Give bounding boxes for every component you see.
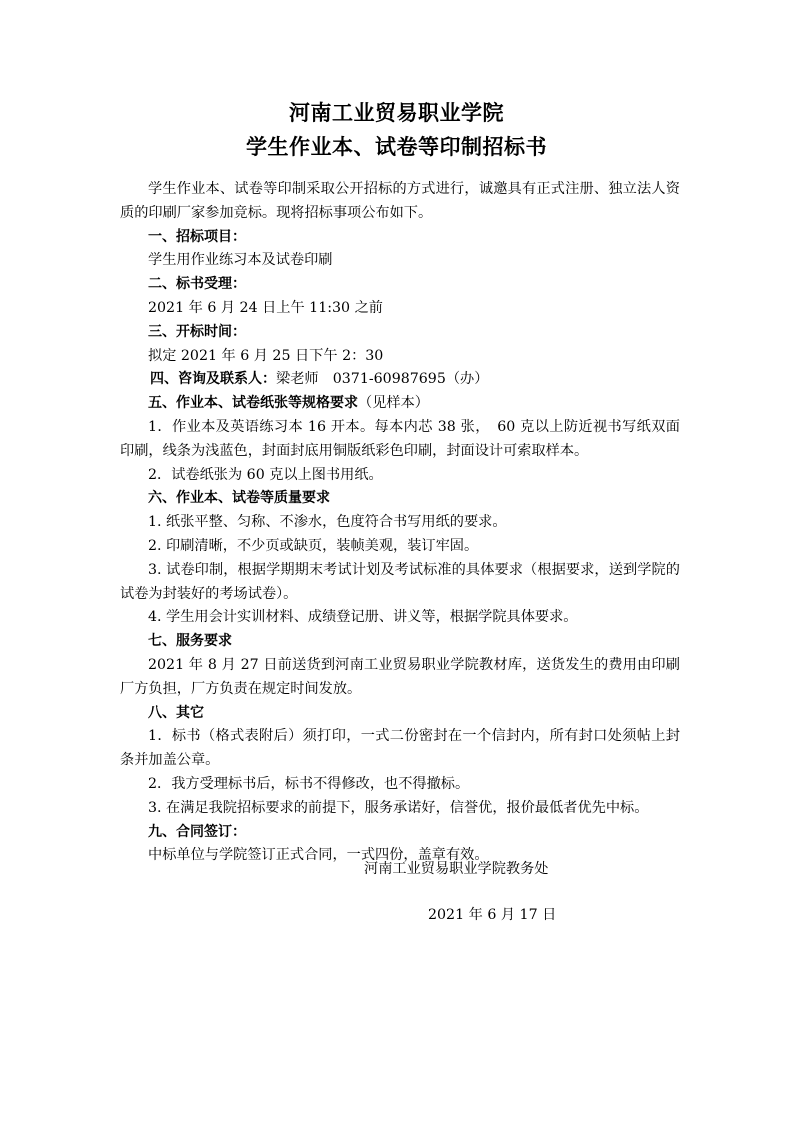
section-2-text: 2021 年 6 月 24 日上午 11:30 之前 xyxy=(148,299,383,316)
section-9-heading: 九、合同签订： xyxy=(148,823,246,840)
section-6-heading: 六、作业本、试卷等质量要求 xyxy=(148,490,330,507)
section-5-line xyxy=(120,392,680,416)
signature-department: 河南工业贸易职业学院教务处 xyxy=(364,861,549,877)
document-title-line2: 学生作业本、试卷等印制招标书 xyxy=(246,135,547,159)
section-5-note: （见样本） xyxy=(358,395,429,412)
section-6-item-4: 4. 学生用会计实训材料、成绩登记册、讲义等，根据学院具体要求。 xyxy=(148,609,578,626)
section-8-item-1: 1．标书（格式表附后）须打印，一式二份密封在一个信封内，所有封口处须帖上封条并加盖公章。 xyxy=(120,728,680,769)
section-3-heading: 三、开标时间： xyxy=(148,323,246,340)
section-8-item-2: 2．我方受理标书后，标书不得修改，也不得撤标。 xyxy=(148,775,470,792)
section-5-heading: 五、作业本、试卷纸张等规格要求 xyxy=(148,395,358,412)
section-8-heading: 八、其它 xyxy=(148,704,204,721)
section-2-heading: 二、标书受理： xyxy=(148,276,246,293)
section-6-item-2: 2. 印刷清晰，不少页或缺页，装帧美观，装订牢固。 xyxy=(148,537,479,554)
section-4-heading: 四、咨询及联系人： xyxy=(150,371,276,388)
document-body xyxy=(120,178,680,868)
section-4-text: 梁老师 0371-60987695（办） xyxy=(276,371,489,388)
section-4-line xyxy=(120,368,680,392)
document-title-line1: 河南工业贸易职业学院 xyxy=(289,101,504,125)
section-6-item-1: 1. 纸张平整、匀称、不渗水，色度符合书写用纸的要求。 xyxy=(148,514,507,531)
section-6-item-3: 3. 试卷印制，根据学期期末考试计划及考试标准的具体要求（根据要求，送到学院的试卷为封装好的考场试卷）。 xyxy=(120,561,680,602)
section-5-item-1: 1．作业本及英语练习本 16 开本。每本内芯 38 张， 60 克以上防近视书写纸双面印刷，线条为浅蓝色，封面封底用铜版纸彩色印刷，封面设计可索取样本。 xyxy=(120,418,680,459)
section-8-item-3: 3. 在满足我院招标要求的前提下，服务承诺好，信誉优，报价最低者优先中标。 xyxy=(148,799,649,816)
intro-paragraph: 学生作业本、试卷等印制采取公开招标的方式进行，诚邀具有正式注册、独立法人资质的印刷厂家参加竞标。现将招标事项公布如下。 xyxy=(120,181,680,221)
section-1-text: 学生用作业练习本及试卷印刷 xyxy=(148,252,333,269)
section-5-item-2: 2．试卷纸张为 60 克以上图书用纸。 xyxy=(148,466,383,483)
section-9-text: 中标单位与学院签订正式合同，一式四份，盖章有效。 xyxy=(148,847,489,864)
section-7-text: 2021 年 8 月 27 日前送货到河南工业贸易职业学院教材库，送货发生的费用由印刷厂方负担，厂方负责在规定时间发放。 xyxy=(120,656,680,697)
section-1-heading: 一、招标项目： xyxy=(148,228,246,245)
section-7-heading: 七、服务要求 xyxy=(148,633,232,650)
section-3-text: 拟定 2021 年 6 月 25 日下午 2：30 xyxy=(148,347,384,364)
signature-date: 2021 年 6 月 17 日 xyxy=(428,907,557,923)
